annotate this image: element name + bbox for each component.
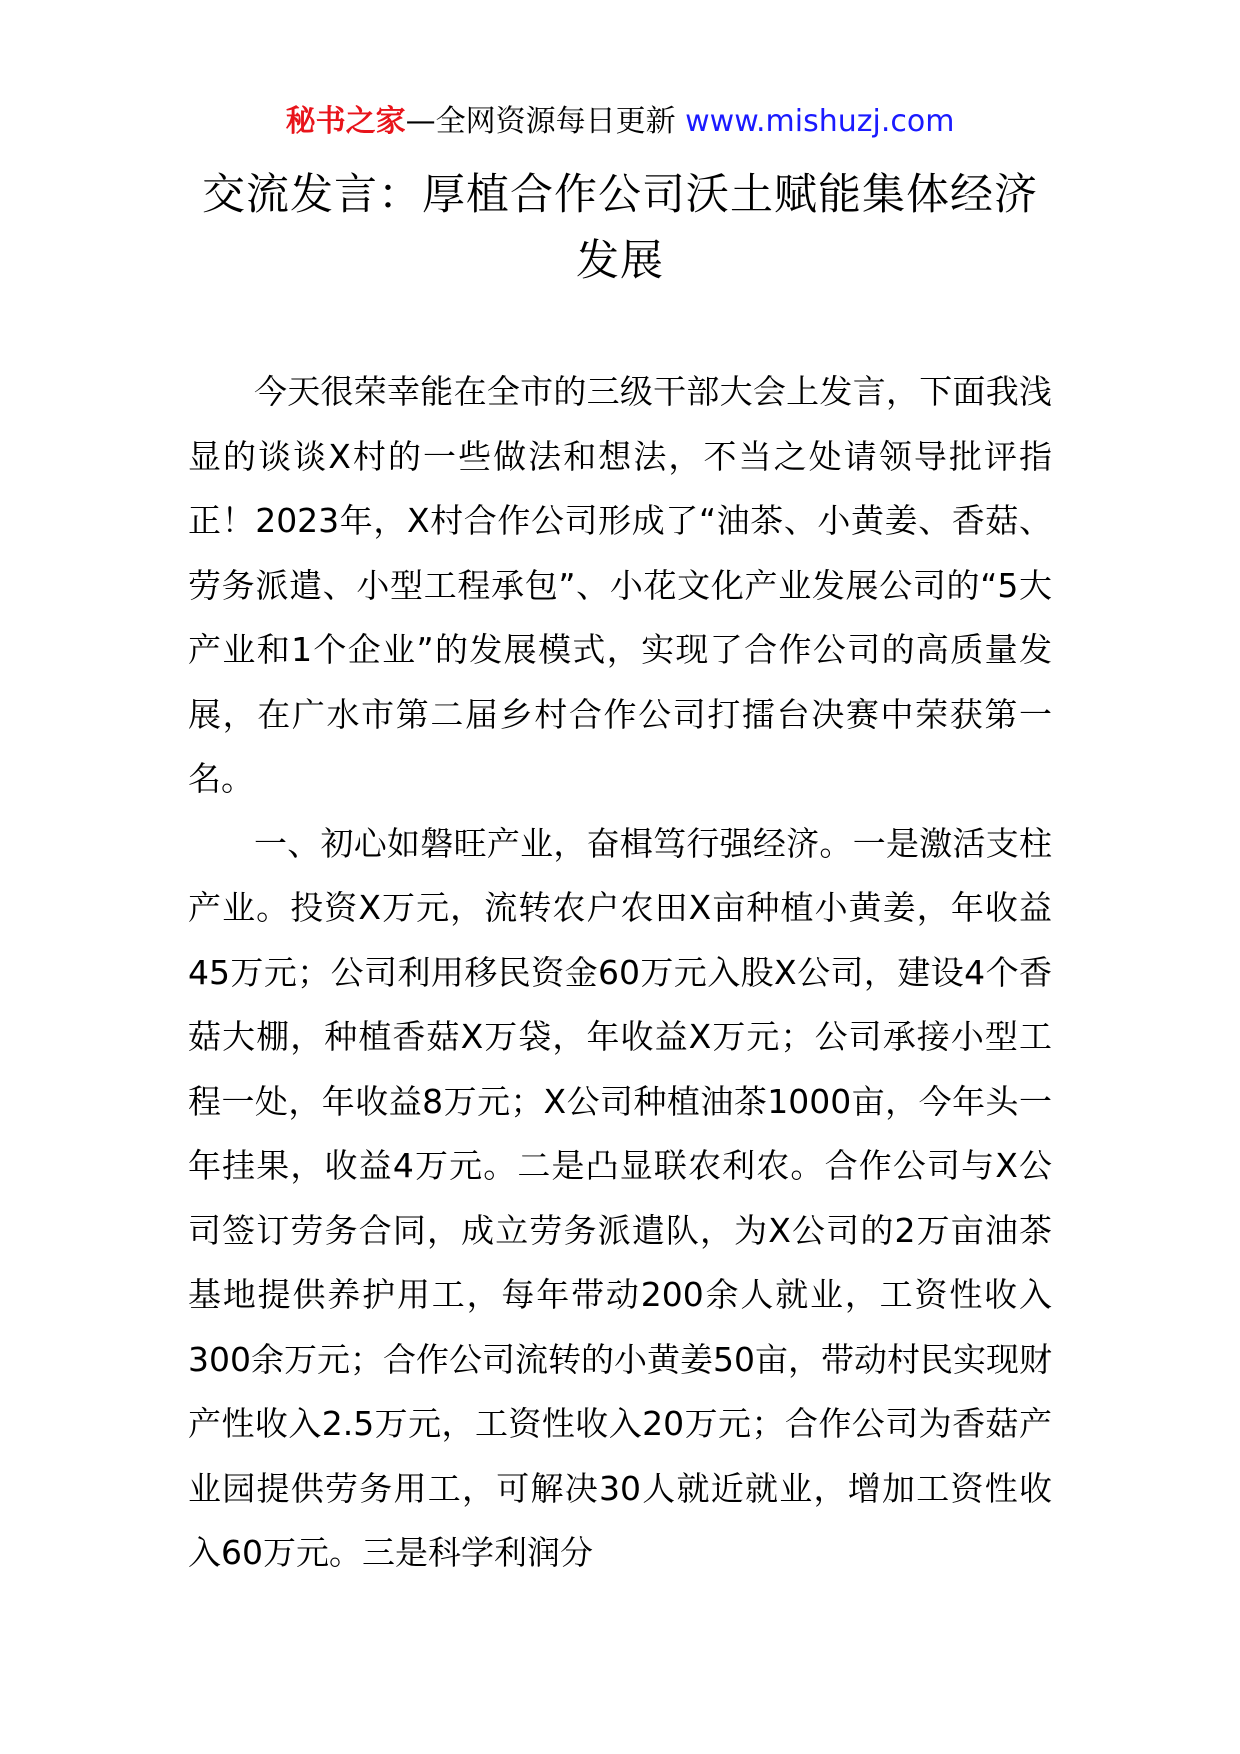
site-url-link[interactable]: www.mishuzj.com <box>685 104 955 139</box>
intro-paragraph: 今天很荣幸能在全市的三级干部大会上发言，下面我浅显的谈谈X村的一些做法和想法，不当之处请领导批评指正！2023年，X村合作公司形成了“油茶、小黄姜、香菇、劳务派遣、小型工程承包”、小花文化产业发展公司的“5大产业和1个企业”的发展模式，实现了合作公司的高质量发展，在广水市第二届乡村合作公司打擂台决赛中荣获第一名。 <box>188 372 1052 798</box>
section-one-paragraph: 一、初心如磐旺产业，奋楫笃行强经济。一是激活支柱产业。投资X万元，流转农户农田X亩种植小黄姜，年收益45万元；公司利用移民资金60万元入股X公司，建设4个香菇大棚，种植香菇X万袋，年收益X万元；公司承接小型工程一处，年收益8万元；X公司种植油茶1000亩，今年头一年挂果，收益4万元。二是凸显联农利农。合作公司与X公司签订劳务合同，成立劳务派遣队，为X公司的2万亩油茶基地提供养护用工，每年带动200余人就业，工资性收入300余万元；合作公司流转的小黄姜50亩，带动村民实现财产性收入2.5万元，工资性收入20万元；合作公司为香菇产业园提供劳务用工，可解决30人就近就业，增加工资性收入60万元。三是科学利润分 <box>188 823 1052 1572</box>
brand-name: 秘书之家 <box>285 104 406 139</box>
document-title: 交流发言：厚植合作公司沃土赋能集体经济发展 <box>202 170 1038 286</box>
document-body <box>188 360 1052 1586</box>
site-header <box>0 100 1240 144</box>
site-slogan: —全网资源每日更新 <box>405 104 676 139</box>
